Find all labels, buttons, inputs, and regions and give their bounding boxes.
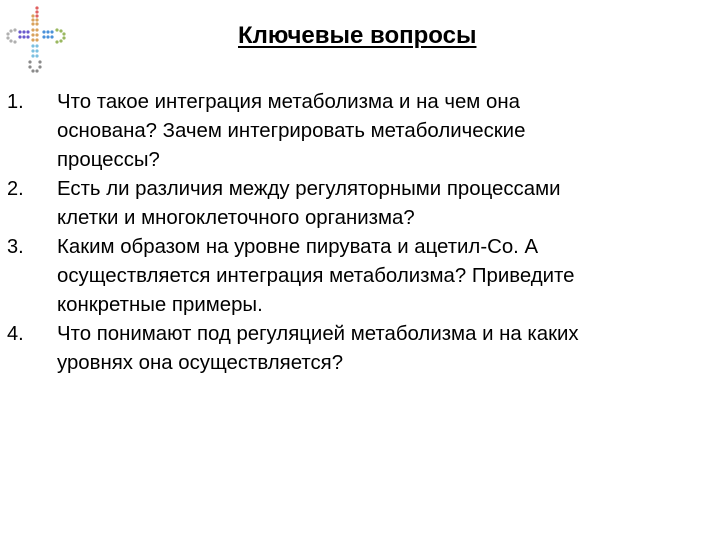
question-text <box>57 88 720 175</box>
list-item <box>0 88 720 175</box>
list-number: 4. <box>7 323 24 345</box>
list-number: 3. <box>7 236 24 258</box>
text-line: Каким образом на уровне пирувата и ацетил-Со. А <box>57 236 539 258</box>
list-number: 1. <box>7 91 24 113</box>
text-line: Есть ли различия между регуляторными процессами <box>57 178 561 200</box>
text-line: осуществляется интеграция метаболизма? Приведите <box>57 265 575 287</box>
text-line: основана? Зачем интегрировать метаболические <box>57 120 526 142</box>
question-text <box>57 233 720 320</box>
text-line: клетки и многоклеточного организма? <box>57 207 415 229</box>
list-item <box>0 233 720 320</box>
text-line: уровнях она осуществляется? <box>57 352 344 374</box>
text-line: процессы? <box>57 149 160 171</box>
list-number: 2. <box>7 178 24 200</box>
slide-title: Ключевые вопросы <box>238 22 477 49</box>
text-line: Что такое интеграция метаболизма и на чем она <box>57 91 520 113</box>
list-item <box>0 320 720 378</box>
list-item <box>0 175 720 233</box>
question-text <box>57 175 720 233</box>
question-list <box>0 88 720 378</box>
trna-cloverleaf-icon <box>0 4 74 84</box>
question-text <box>57 320 720 378</box>
text-line: Что понимают под регуляцией метаболизма и на каких <box>57 323 579 345</box>
text-line: конкретные примеры. <box>57 294 263 316</box>
